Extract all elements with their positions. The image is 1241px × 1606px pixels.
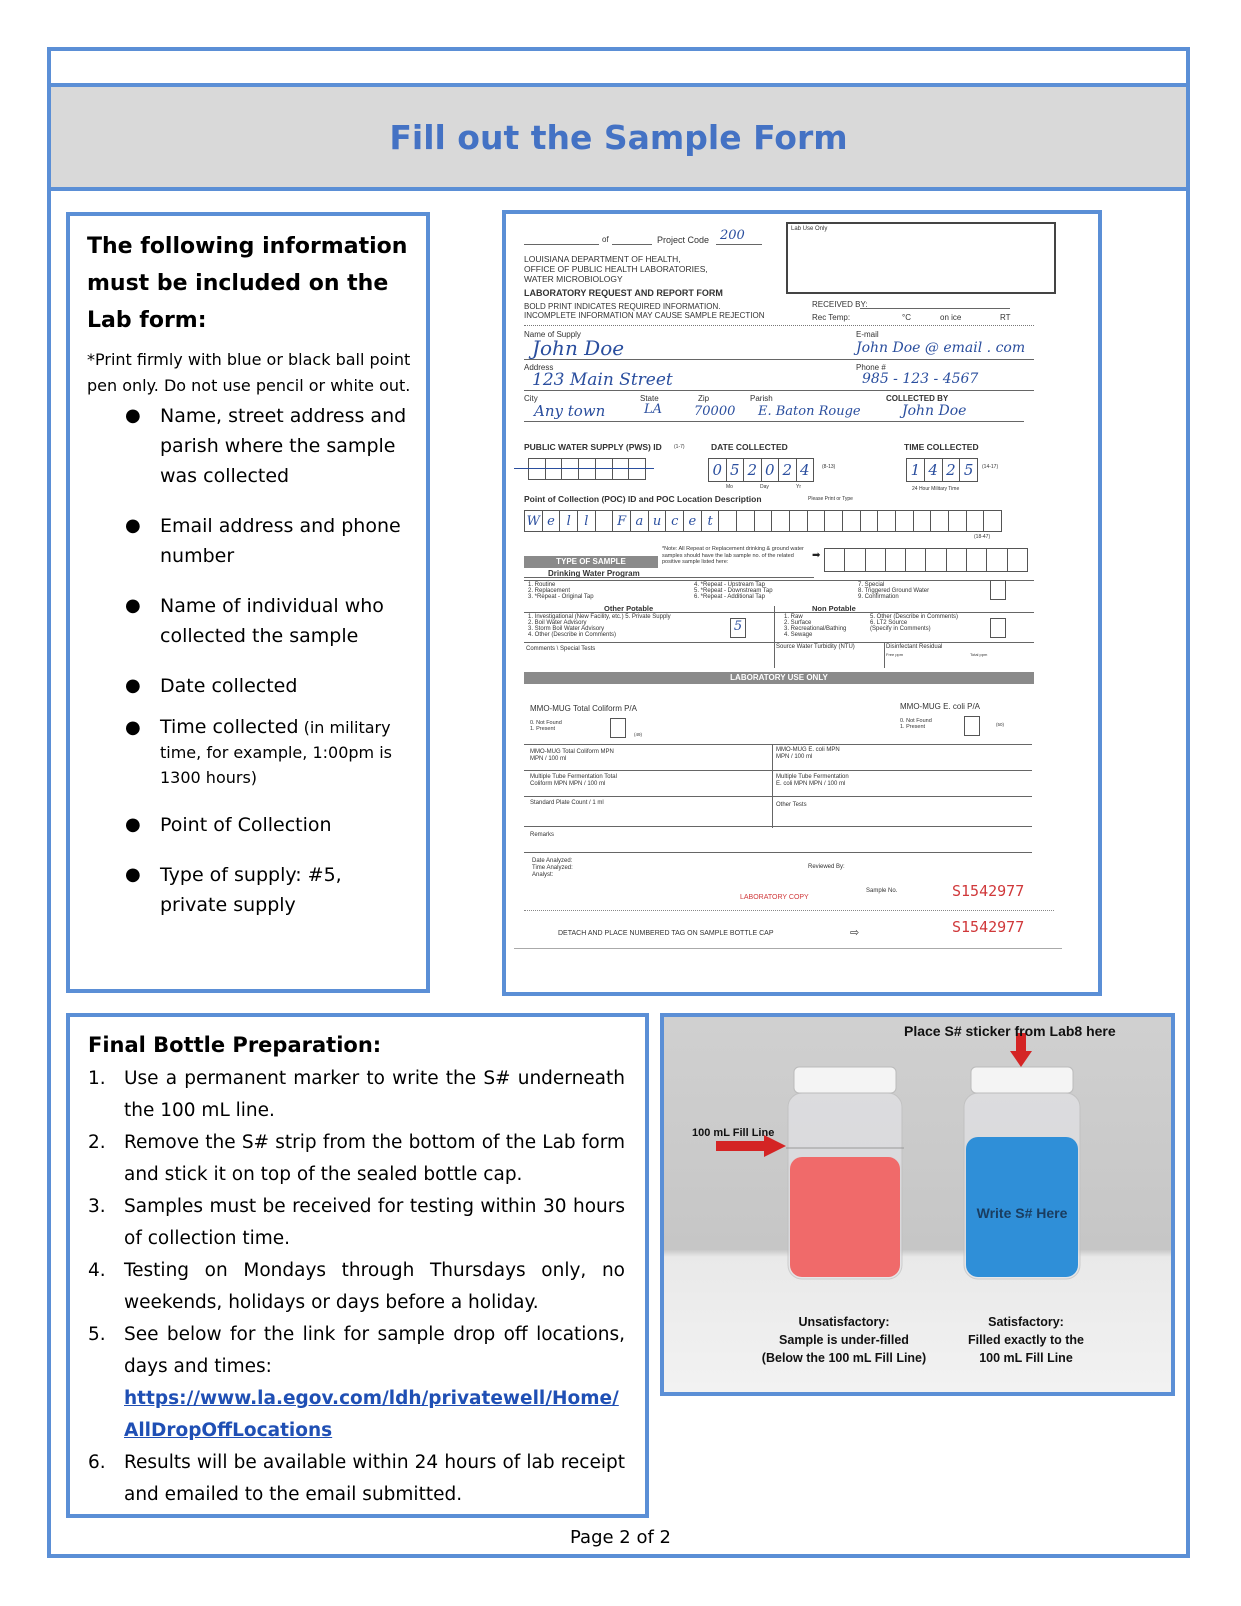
project-code-value: 200 [720,228,745,243]
satisfactory-caption: Satisfactory: Filled exactly to the 100 mL Fill Line [967,1315,1084,1365]
title-bar [51,87,1186,191]
bullet-icon: ● [125,405,141,426]
bottle-photo [660,1013,1175,1396]
poc-cell [825,511,843,531]
poc-cell [755,511,773,531]
drop-off-locations-link[interactable]: https://www.la.egov.com/ldh/privatewell/Home/AllDropOffLocations [124,1388,619,1441]
lab-form: of Project Code 200 Lab Use Only LOUISIANA DEPARTMENT OF HEALTH, OFFICE OF PUBLIC HEALTH LABORATORIES, WATER MICROBIOLOGY LABORATORY REQUEST AND REPORT FORM BOLD PRINT INDICATES REQUIRED INFORMATION. INCOMPLETE INFORMATION MAY CAUSE SAMPLE REJECTION RECEIVED BY: Rec Temp: °C on ice RT Name of Supply John Doe E-mail John Doe @ email . com Address 123 Main Street Phone # 985 - 123 - 4567 City Any town State LA Zip 70000 Parish E. Baton Rouge COLLECTED BY John Doe PUBLIC WATER SUPPLY (PWS) ID (1-7) DATE COLLECTED 0 5 2 0 2 4 (8-13) Mo Day Yr TIME COLLECTED 1 4 2 5 (14-17) 24 Hour Military Time Point of Collection (POC) ID and POC Location Description Please Print or Type W e l l F a u c e t (18-47) TYPE OF SAMPLE *Note: All Repeat or Replacement drinking & ground water samples should have the lab sample no. of the related positive sample listed here: ➡ Drinking Water Program 1. Routine 2. Replacement 3. *Repeat - Original Tap 4. *Repeat - Upstream Tap 5. *Repeat - Downstream Tap 6. *Repeat - Additional Tap 7. Special 8. Triggered Ground Water 9. Confirmation Other Potable 1. Investigational (New Facility, etc.) 5. Private Supply 2. Boil Water Advisory 3. Storm Boil Water Advisory 4. Other (Describe in Comments) 5 Non Potable 1. Raw 2. Surface 3. Recreational/Bathing 4. Sewage 5. Other (Describe in Comments) 6. LT2 Source (Specify in Comments) Comments \ Special Tests Source Water Turbidity (NTU) Disinfectant Residual Free ppm Total ppm LABORATORY USE ONLY MMO-MUG Total Coliform P/A MMO-MUG E. coli P/A 0. Not Found 1. Present (49) 0. Not Found 1. Present (50) MMO-MUG Total Coliform MPN MPN / 100 ml MMO-MUG E. coli MPN MPN / 100 ml Multiple Tube Fermentation Total Coliform MPN MPN / 100 ml Multiple Tube Fermentation E. coli MPN MPN / 100 ml Standard Plate Count / 1 ml Other Tests Remarks Date Analyzed: Time Analyzed: Analyst: Reviewed By: LABORATORY COPY Sample No. S1542977 S1542977 DETACH AND PLACE NUMBERED TAG ON SAMPLE BOTTLE CAP ⇨ [524,222,1084,988]
bullet-icon: ● [125,814,141,835]
list-item: ● Type of supply: #5, private supply [87,860,412,920]
required-info-list [87,401,412,920]
poc-cell: W [525,511,543,531]
date-collected-grid: 0 5 2 0 2 4 [708,458,814,482]
state-value: LA [644,402,663,417]
poc-cell [984,511,1001,531]
sample-number-tag: S1542977 [952,918,1025,936]
page-number: Page 2 of 2 [570,1527,671,1548]
poc-cell [931,511,949,531]
list-item: 1. Use a permanent marker to write the S# underneath the 100 mL line. [88,1068,625,1121]
required-info-box [66,212,430,993]
poc-grid [524,510,1002,532]
list-item: ● Point of Collection [87,810,412,840]
list-item: ● Name, street address and parish where the sample was collected [87,401,412,491]
collected-by-value: John Doe [902,403,967,419]
poc-cell: t [702,511,720,531]
list-item: 5. See below for the link for sample drop off locations, days and times: https://www.la.egov.com/ldh/privatewell/Home/AllDropOffLocations [88,1324,625,1441]
poc-cell [896,511,914,531]
write-label: Write S# Here [976,1205,1068,1221]
prep-steps [88,1063,625,1511]
bullet-icon: ● [125,515,141,536]
poc-cell [772,511,790,531]
address-value: 123 Main Street [532,370,673,390]
poc-cell [861,511,879,531]
poc-cell: l [560,511,578,531]
pws-id-grid [528,458,646,480]
list-item: ● Name of individual who collected the sample [87,591,412,651]
poc-cell: a [631,511,649,531]
poc-cell: c [666,511,684,531]
bottle-prep-box [66,1013,649,1518]
poc-cell [949,511,967,531]
list-item: 6. Results will be available within 24 hours of lab receipt and emailed to the email submitted. [88,1452,625,1505]
poc-cell [967,511,985,531]
phone-value: 985 - 123 - 4567 [862,371,979,387]
unsatisfactory-caption: Unsatisfactory: Sample is under-filled (Below the 100 mL Fill Line) [761,1315,927,1365]
poc-cell: e [684,511,702,531]
lab-use-only-box: Lab Use Only [786,222,1056,294]
info-heading: The following information must be included on the Lab form: [87,234,408,333]
poc-cell [878,511,896,531]
top-strip [51,51,1186,87]
poc-cell [808,511,826,531]
email-value: John Doe @ email . com [856,340,1026,356]
sticker-label: Place S# sticker from Lab8 here [904,1023,1116,1039]
bullet-icon: ● [125,864,141,885]
list-item: ● Email address and phone number [87,511,412,571]
supply-name-value: John Doe [532,336,625,360]
bullet-icon: ● [125,595,141,616]
city-value: Any town [534,402,606,420]
list-item: 2. Remove the S# strip from the bottom of the Lab form and stick it on top of the sealed bottle cap. [88,1132,625,1185]
sample-number: S1542977 [952,882,1025,900]
list-item: ● Time collected (in military time, for example, 1:00pm is 1300 hours) [125,716,392,787]
poc-cell: l [578,511,596,531]
bullet-icon: ● [125,717,141,738]
poc-cell [790,511,808,531]
poc-cell [719,511,737,531]
poc-cell: e [543,511,561,531]
poc-cell [737,511,755,531]
time-collected-grid: 1 4 2 5 [906,458,978,482]
poc-cell: F [613,511,631,531]
fill-line-label: 100 mL Fill Line [692,1127,775,1139]
red-liquid [790,1157,900,1277]
repeat-sample-grid [824,548,1028,572]
page-title: Fill out the Sample Form [389,117,848,157]
zip-value: 70000 [694,404,736,419]
poc-cell: u [649,511,667,531]
parish-value: E. Baton Rouge [758,404,861,419]
pen-note: *Print firmly with blue or black ball point pen only. Do not use pencil or white out. [87,350,411,395]
bullet-icon: ● [125,675,141,696]
list-item: ● Date collected [87,671,412,701]
poc-cell [914,511,932,531]
lab-form-image [502,210,1102,996]
poc-cell [843,511,861,531]
list-item: 3. Samples must be received for testing within 30 hours of collection time. [88,1196,625,1249]
poc-cell [596,511,614,531]
list-item: 4. Testing on Mondays through Thursdays only, no weekends, holidays or days before a holiday. [88,1260,625,1313]
supply-type-value: 5 [733,619,743,634]
prep-heading: Final Bottle Preparation: [88,1033,382,1057]
